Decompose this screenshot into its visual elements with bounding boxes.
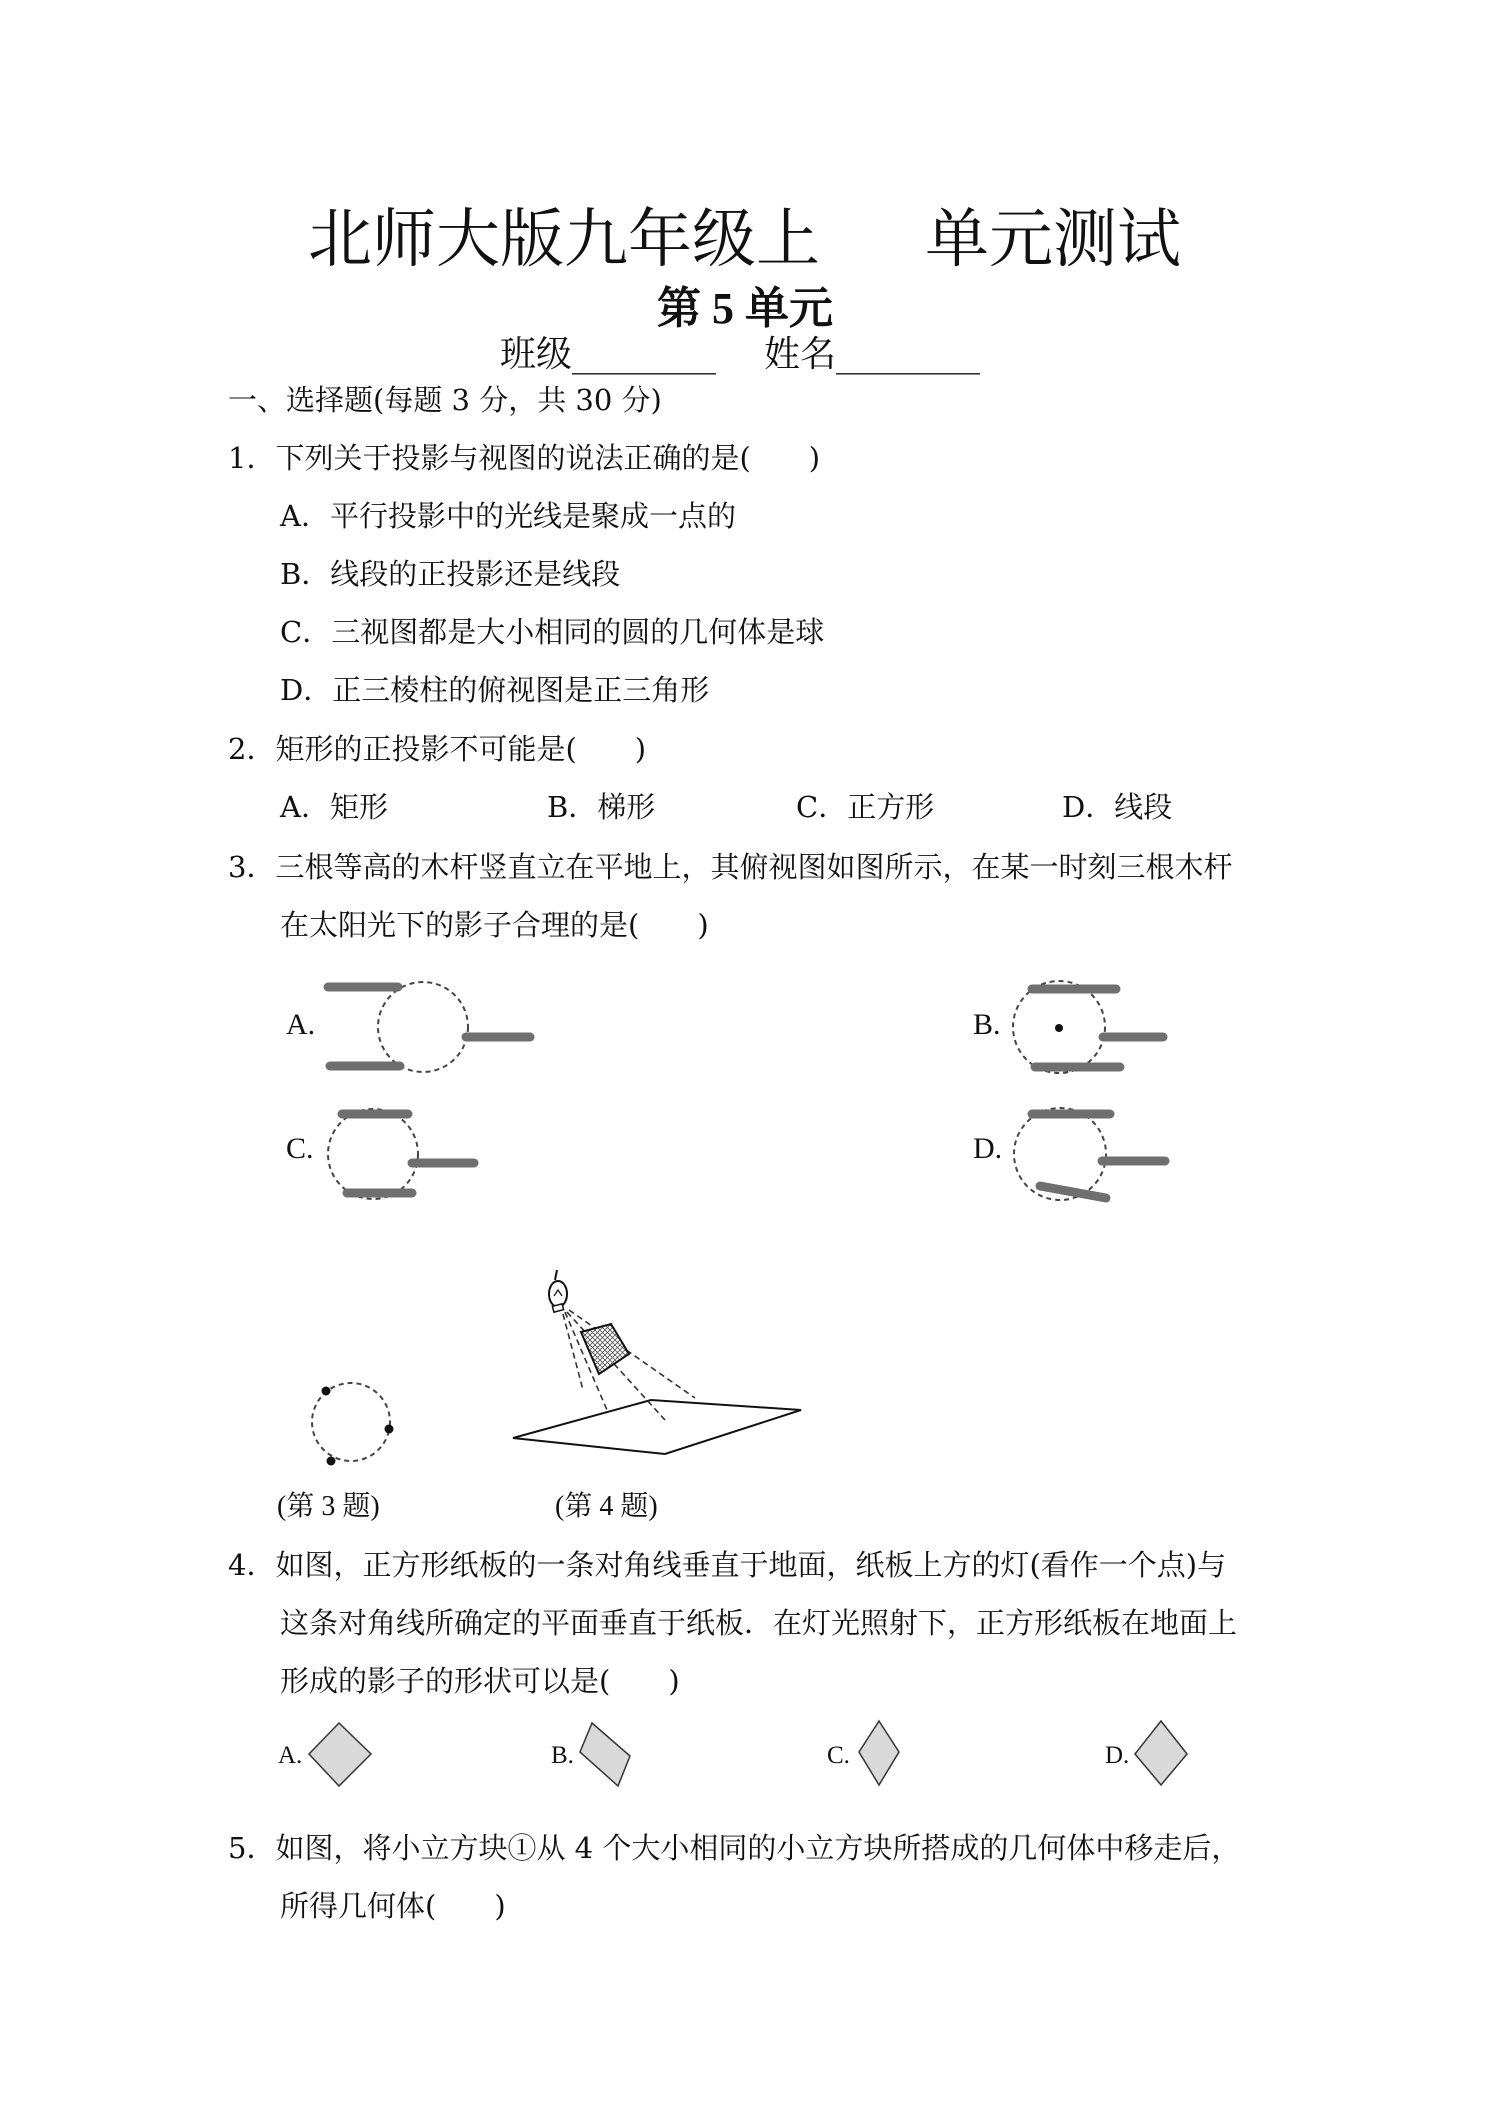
- q4-option-c-shape[interactable]: [857, 1718, 907, 1790]
- q2-option-b[interactable]: B．梯形: [547, 790, 656, 824]
- q1-option-a[interactable]: A．平行投影中的光线是聚成一点的: [280, 499, 736, 533]
- q4-figure-caption: (第 4 题): [555, 1491, 658, 1522]
- q3-option-a-figure[interactable]: [320, 975, 540, 1085]
- q3-option-b-figure[interactable]: [1010, 975, 1190, 1085]
- square-board: [581, 1324, 629, 1374]
- name-field[interactable]: 姓名________: [764, 334, 981, 375]
- q4-option-a-shape[interactable]: [307, 1720, 377, 1790]
- pole-dot: [322, 1387, 331, 1396]
- section-heading: 一、选择题(每题 3 分，共 30 分): [228, 383, 662, 417]
- q3-option-b-label[interactable]: B.: [973, 1008, 1001, 1041]
- q2-option-c[interactable]: C．正方形: [796, 790, 935, 824]
- light-ray: [567, 1312, 665, 1420]
- pole-dot: [327, 1457, 336, 1466]
- q5-stem-line2: 所得几何体( ): [280, 1889, 506, 1923]
- q4-option-d-shape[interactable]: [1133, 1718, 1193, 1790]
- q2-option-a[interactable]: A．矩形: [280, 790, 388, 824]
- q4-option-b-shape[interactable]: [578, 1720, 638, 1790]
- q2-option-d[interactable]: D．线段: [1062, 790, 1173, 824]
- q3-figure-caption: (第 3 题): [277, 1491, 380, 1522]
- pole-dot: [385, 1425, 394, 1434]
- q3-option-c-label[interactable]: C.: [286, 1132, 314, 1165]
- class-field[interactable]: 班级________: [500, 334, 717, 375]
- unit-subtitle: 第 5 单元: [657, 284, 833, 333]
- q1-option-d[interactable]: D．正三棱柱的俯视图是正三角形: [280, 673, 710, 707]
- page-title-right: 单元测试: [925, 203, 1181, 277]
- q3-top-view-figure: [300, 1370, 410, 1480]
- center-dot: [1055, 1024, 1063, 1032]
- q3-option-d-figure[interactable]: [1010, 1100, 1190, 1210]
- q1-option-b[interactable]: B．线段的正投影还是线段: [280, 557, 621, 591]
- lamp-bulb-icon: [549, 1281, 567, 1307]
- pole-circle: [378, 982, 468, 1072]
- q3-option-c-figure[interactable]: [320, 1100, 500, 1210]
- q4-option-a-label[interactable]: A.: [278, 1742, 303, 1769]
- q3-stem-line1: 3．三根等高的木杆竖直立在平地上，其俯视图如图所示，在某一时刻三根木杆: [228, 850, 1233, 884]
- q4-stem-line1: 4．如图，正方形纸板的一条对角线垂直于地面，纸板上方的灯(看作一个点)与: [228, 1548, 1227, 1582]
- light-ray: [563, 1314, 583, 1390]
- lamp-cord: [555, 1270, 557, 1280]
- q4-option-b-label[interactable]: B.: [551, 1742, 574, 1769]
- light-ray: [569, 1310, 695, 1398]
- q4-option-c-label[interactable]: C.: [827, 1742, 850, 1769]
- ground-plane: [513, 1400, 801, 1454]
- q3-option-d-label[interactable]: D.: [973, 1132, 1003, 1165]
- q1-stem: 1．下列关于投影与视图的说法正确的是( ): [228, 441, 821, 475]
- q1-option-c[interactable]: C．三视图都是大小相同的圆的几何体是球: [280, 615, 825, 649]
- pole-circle: [328, 1109, 418, 1199]
- q4-stem-line2: 这条对角线所确定的平面垂直于纸板．在灯光照射下，正方形纸板在地面上: [280, 1606, 1238, 1640]
- q4-lamp-figure: [505, 1270, 815, 1470]
- q5-stem-line1: 5．如图，将小立方块①从 4 个大小相同的小立方块所搭成的几何体中移走后，: [228, 1831, 1241, 1865]
- q4-option-d-label[interactable]: D.: [1105, 1742, 1130, 1769]
- shadow-bar: [1040, 1186, 1106, 1198]
- q3-option-a-label[interactable]: A.: [286, 1008, 316, 1041]
- page-title-left: 北师大版九年级上: [308, 203, 820, 277]
- q3-stem-line2: 在太阳光下的影子合理的是( ): [280, 908, 709, 942]
- q2-stem: 2．矩形的正投影不可能是( ): [228, 732, 647, 766]
- q4-stem-line3: 形成的影子的形状可以是( ): [280, 1664, 680, 1698]
